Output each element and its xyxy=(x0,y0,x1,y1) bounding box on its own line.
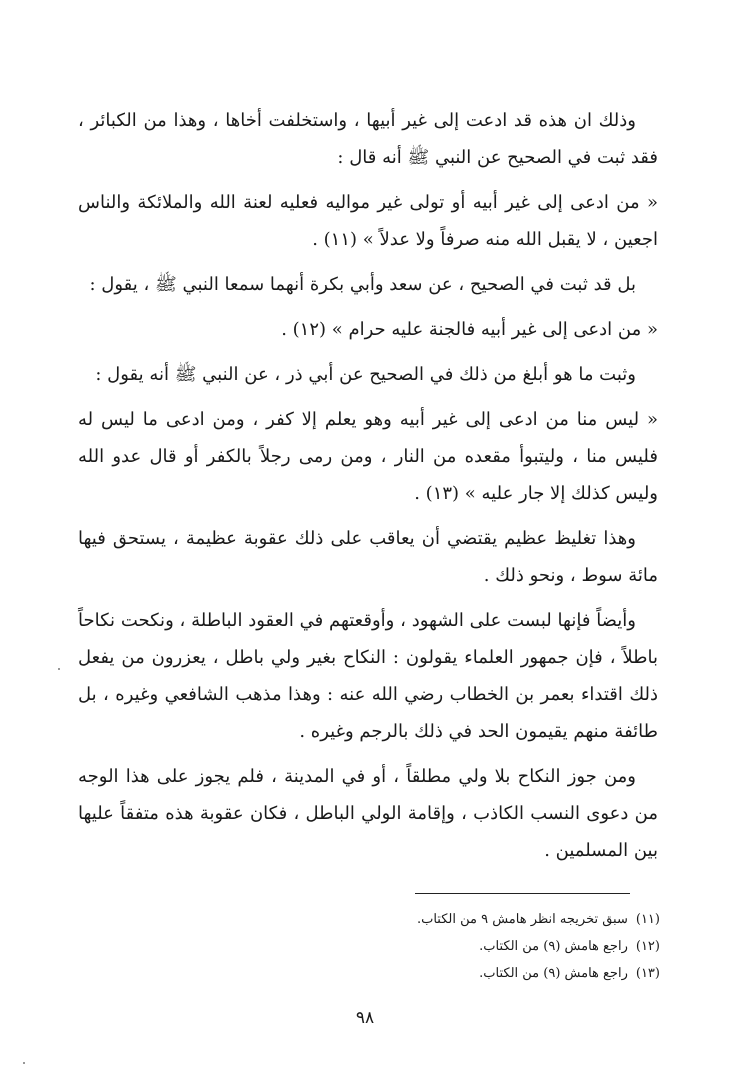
footnote-11 xyxy=(300,906,660,933)
paragraph-3: وثبت ما هو أبلغ من ذلك في الصحيح عن أبي ذر ، عن النبي ﷺ أنه يقول : xyxy=(95,364,636,385)
paragraph-2: بل قد ثبت في الصحيح ، عن سعد وأبي بكرة أنهما سمعا النبي ﷺ ، يقول : xyxy=(89,274,636,295)
hadith-quote-3: « ليس منا من ادعى إلى غير أبيه وهو يعلم إلا كفر ، ومن ادعى ما ليس له فليس منا ، وليتبوأ مقعده من النار ، ومن رمى رجلاً بالكفر أو قال عدو الله وليس كذلك إلا جار عليه » (١٣) . xyxy=(78,409,658,504)
hadith-quote-2: « من ادعى إلى غير أبيه فالجنة عليه حرام » (١٢) . xyxy=(281,319,658,340)
footnote-text: راجع هامش (٩) من الكتاب. xyxy=(479,939,628,954)
main-text xyxy=(78,102,658,877)
footnote-number: (١٢) xyxy=(635,939,660,954)
hadith-quote-1: « من ادعى إلى غير أبيه أو تولى غير مواليه فعليه لعنة الله والملائكة والناس اجعين ، لا يقبل الله منه صرفاً ولا عدلاً » (١١) . xyxy=(78,192,658,250)
paragraph-6: ومن جوز النكاح بلا ولي مطلقاً ، أو في المدينة ، فلم يجوز على هذا الوجه من دعوى النسب الكاذب ، وإقامة الولي الباطل ، فكان عقوبة هذه متفقاً عليها بين المسلمين . xyxy=(78,766,658,861)
paragraph-4: وهذا تغليظ عظيم يقتضي أن يعاقب على ذلك عقوبة عظيمة ، يستحق فيها مائة سوط ، ونحو ذلك . xyxy=(78,528,658,586)
paragraph-5: وأيضاً فإنها لبست على الشهود ، وأوقعتهم في العقود الباطلة ، ونكحت نكاحاً باطلاً ، فإن جمهور العلماء يقولون : النكاح بغير ولي باطل ، يعزرون من يفعل ذلك اقتداء بعمر بن الخطاب رضي الله عنه : وهذا مذهب الشافعي وغيره ، بل طائفة منهم يقيمون الحد في ذلك بالرجم وغيره . xyxy=(78,610,658,742)
footnote-text: سبق تخريجه انظر هامش ٩ من الكتاب. xyxy=(416,912,628,927)
footnote-12 xyxy=(300,933,660,960)
scan-speck xyxy=(58,668,60,670)
footnote-separator xyxy=(415,893,630,894)
paragraph-1: وذلك ان هذه قد ادعت إلى غير أبيها ، واستخلفت أخاها ، وهذا من الكبائر ، فقد ثبت في الصحيح عن النبي ﷺ أنه قال : xyxy=(78,110,658,168)
footnote-text: راجع هامش (٩) من الكتاب. xyxy=(479,966,628,981)
footnote-number: (١٣) xyxy=(635,966,660,981)
footnote-number: (١١) xyxy=(635,912,660,927)
scan-speck xyxy=(23,1062,25,1064)
footnotes xyxy=(300,906,660,987)
page-number: ٩٨ xyxy=(355,1008,375,1028)
footnote-13 xyxy=(300,960,660,987)
